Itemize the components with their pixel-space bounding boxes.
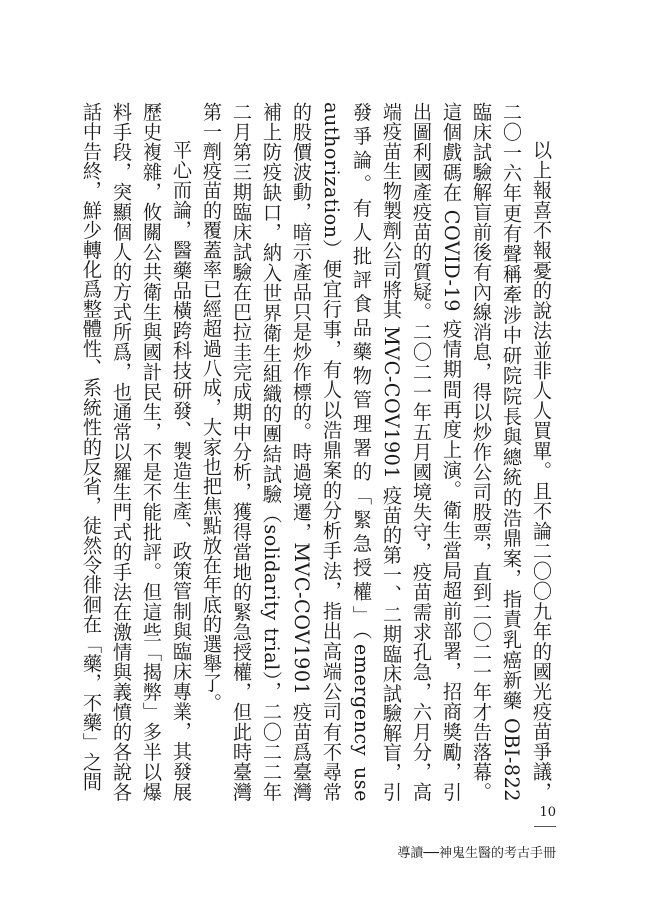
paragraph-2: 平心而論，醫藥品橫跨科技研發、製造生產、政策管制與臨床專業，其發展歷史複雜，攸關公共衛生與國計民生，不是不能批評。但這些「揭弊」多半以爆料手段，突顯個人的方式所爲，也通常以羅生門式的手法在激情與義憤的各說各話中告終，鮮少轉化爲整體性、系統性的反省，徒然令徘徊在「藥，不藥」之間: [80, 102, 193, 802]
running-footer-title: 導讀──神鬼生醫的考古手冊: [397, 846, 556, 861]
page-number: 10: [539, 805, 556, 820]
vertical-body-text: [80, 102, 556, 802]
paragraph-1: 以上報喜不報憂的說法並非人人買單。且不論二〇〇九年的國光疫苗爭議，二〇一六年更有聲稱牽涉中研院院長與總統的浩鼎案，指責乳癌新藥 OBI-822 臨床試驗解盲前後有內線消息，得以炒作公司股票，直到二〇二一年才告落幕。這個戲碼在 COVID-19 疫情期間再度上演。衛生當局超前部署，招商獎勵，引出圖利國產疫苗的質疑。二〇二一年五月國境失守，疫苗需求孔急，六月分，高端疫苗生物製劑公司將其 MVC-COV1901 疫苗的第一、二期臨床試驗解盲，引發爭論。有人批評食品藥物管理署的「緊急授權」（emergency use authorization）便宜行事，有人以浩鼎案的分析手法，指出高端公司有不尋常的股價波動，暗示產品只是炒作標的。時過境遷，MVC-COV1901 疫苗爲臺灣補上防疫缺口，納入世界衛生組織的團結試驗（solidarity trial），二〇二二年二月第三期臨床試驗在巴拉圭完成期中分析，獲得當地的緊急授權，但此時臺灣第一劑疫苗的覆蓋率已經超過八成，大家也把焦點放在年底的選舉了。: [200, 102, 553, 802]
footer-rule: [534, 826, 556, 827]
